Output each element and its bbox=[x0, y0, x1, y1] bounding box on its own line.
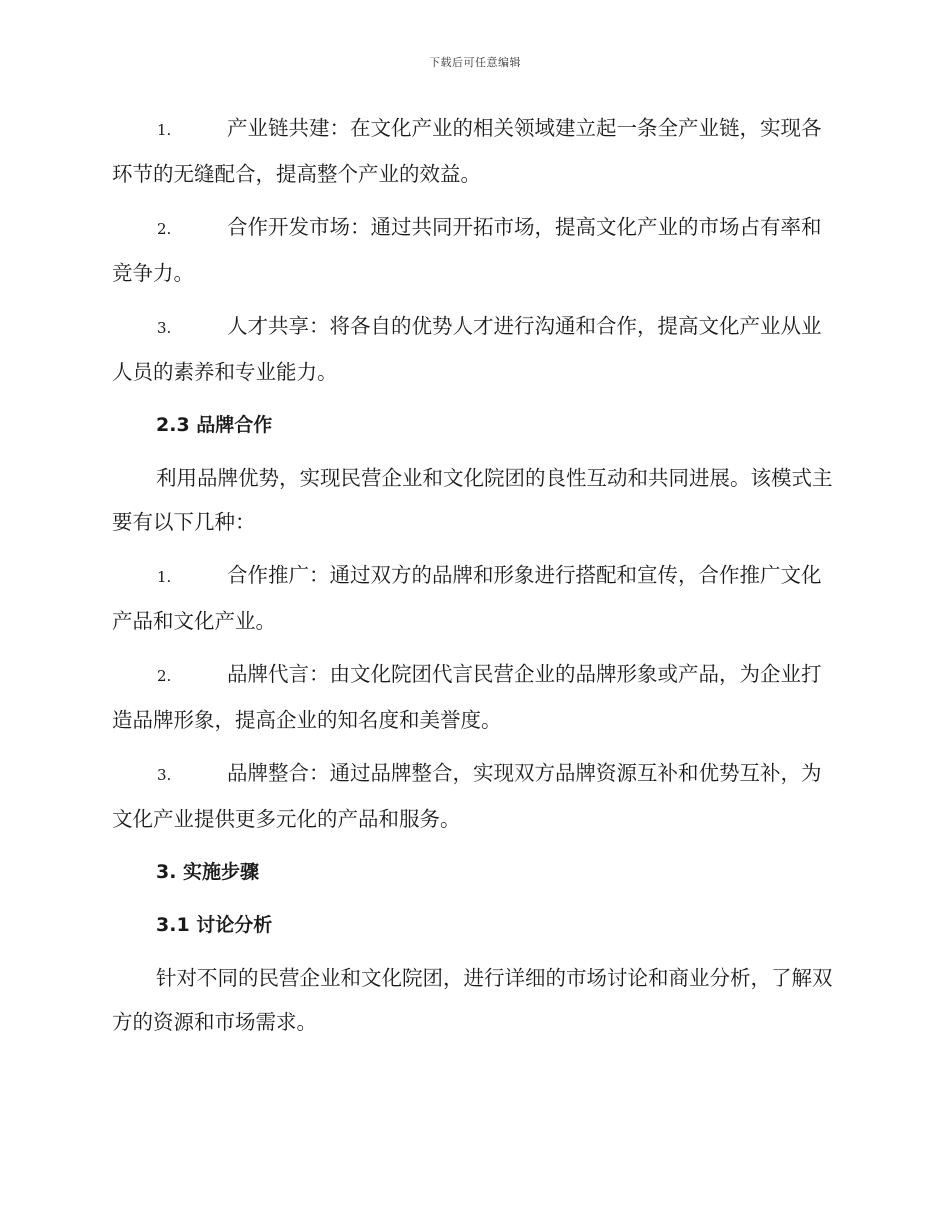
list-item bbox=[112, 106, 838, 196]
list-item bbox=[112, 304, 838, 394]
list-item-text: 人才共享：将各自的优势人才进行沟通和合作，提高文化产业从业人员的素养和专业能力。 bbox=[112, 314, 822, 384]
list-number: 3. bbox=[157, 766, 172, 784]
paragraph-brand-intro: 利用品牌优势，实现民营企业和文化院团的良性互动和共同进展。该模式主要有以下几种： bbox=[112, 466, 833, 534]
list-item bbox=[112, 553, 838, 643]
list-item bbox=[112, 652, 838, 742]
list-item bbox=[112, 205, 838, 295]
list-number: 2. bbox=[157, 220, 172, 238]
document-body bbox=[112, 106, 838, 1053]
list-item bbox=[112, 751, 838, 841]
section-heading-3-1: 3.1 讨论分析 bbox=[156, 914, 273, 936]
list-item-text: 产业链共建：在文化产业的相关领域建立起一条全产业链，实现各环节的无缝配合，提高整个产业的效益。 bbox=[112, 116, 822, 186]
section-heading-2-3: 2.3 品牌合作 bbox=[156, 414, 273, 436]
list-number: 1. bbox=[157, 568, 172, 586]
list-number: 3. bbox=[157, 319, 172, 337]
list-item-text: 品牌整合：通过品牌整合，实现双方品牌资源互补和优势互补，为文化产业提供更多元化的产品和服务。 bbox=[112, 761, 822, 831]
list-item-text: 合作推广：通过双方的品牌和形象进行搭配和宣传，合作推广文化产品和文化产业。 bbox=[112, 563, 822, 633]
page-header: 下载后可任意编辑 bbox=[429, 56, 521, 69]
list-number: 1. bbox=[157, 121, 172, 139]
paragraph-discussion: 针对不同的民营企业和文化院团，进行详细的市场讨论和商业分析，了解双方的资源和市场需求。 bbox=[112, 966, 833, 1034]
list-item-text: 合作开发市场：通过共同开拓市场，提高文化产业的市场占有率和竞争力。 bbox=[112, 215, 822, 285]
list-item-text: 品牌代言：由文化院团代言民营企业的品牌形象或产品，为企业打造品牌形象，提高企业的知名度和美誉度。 bbox=[112, 662, 822, 732]
list-number: 2. bbox=[157, 667, 172, 685]
section-heading-3: 3. 实施步骤 bbox=[156, 861, 260, 883]
